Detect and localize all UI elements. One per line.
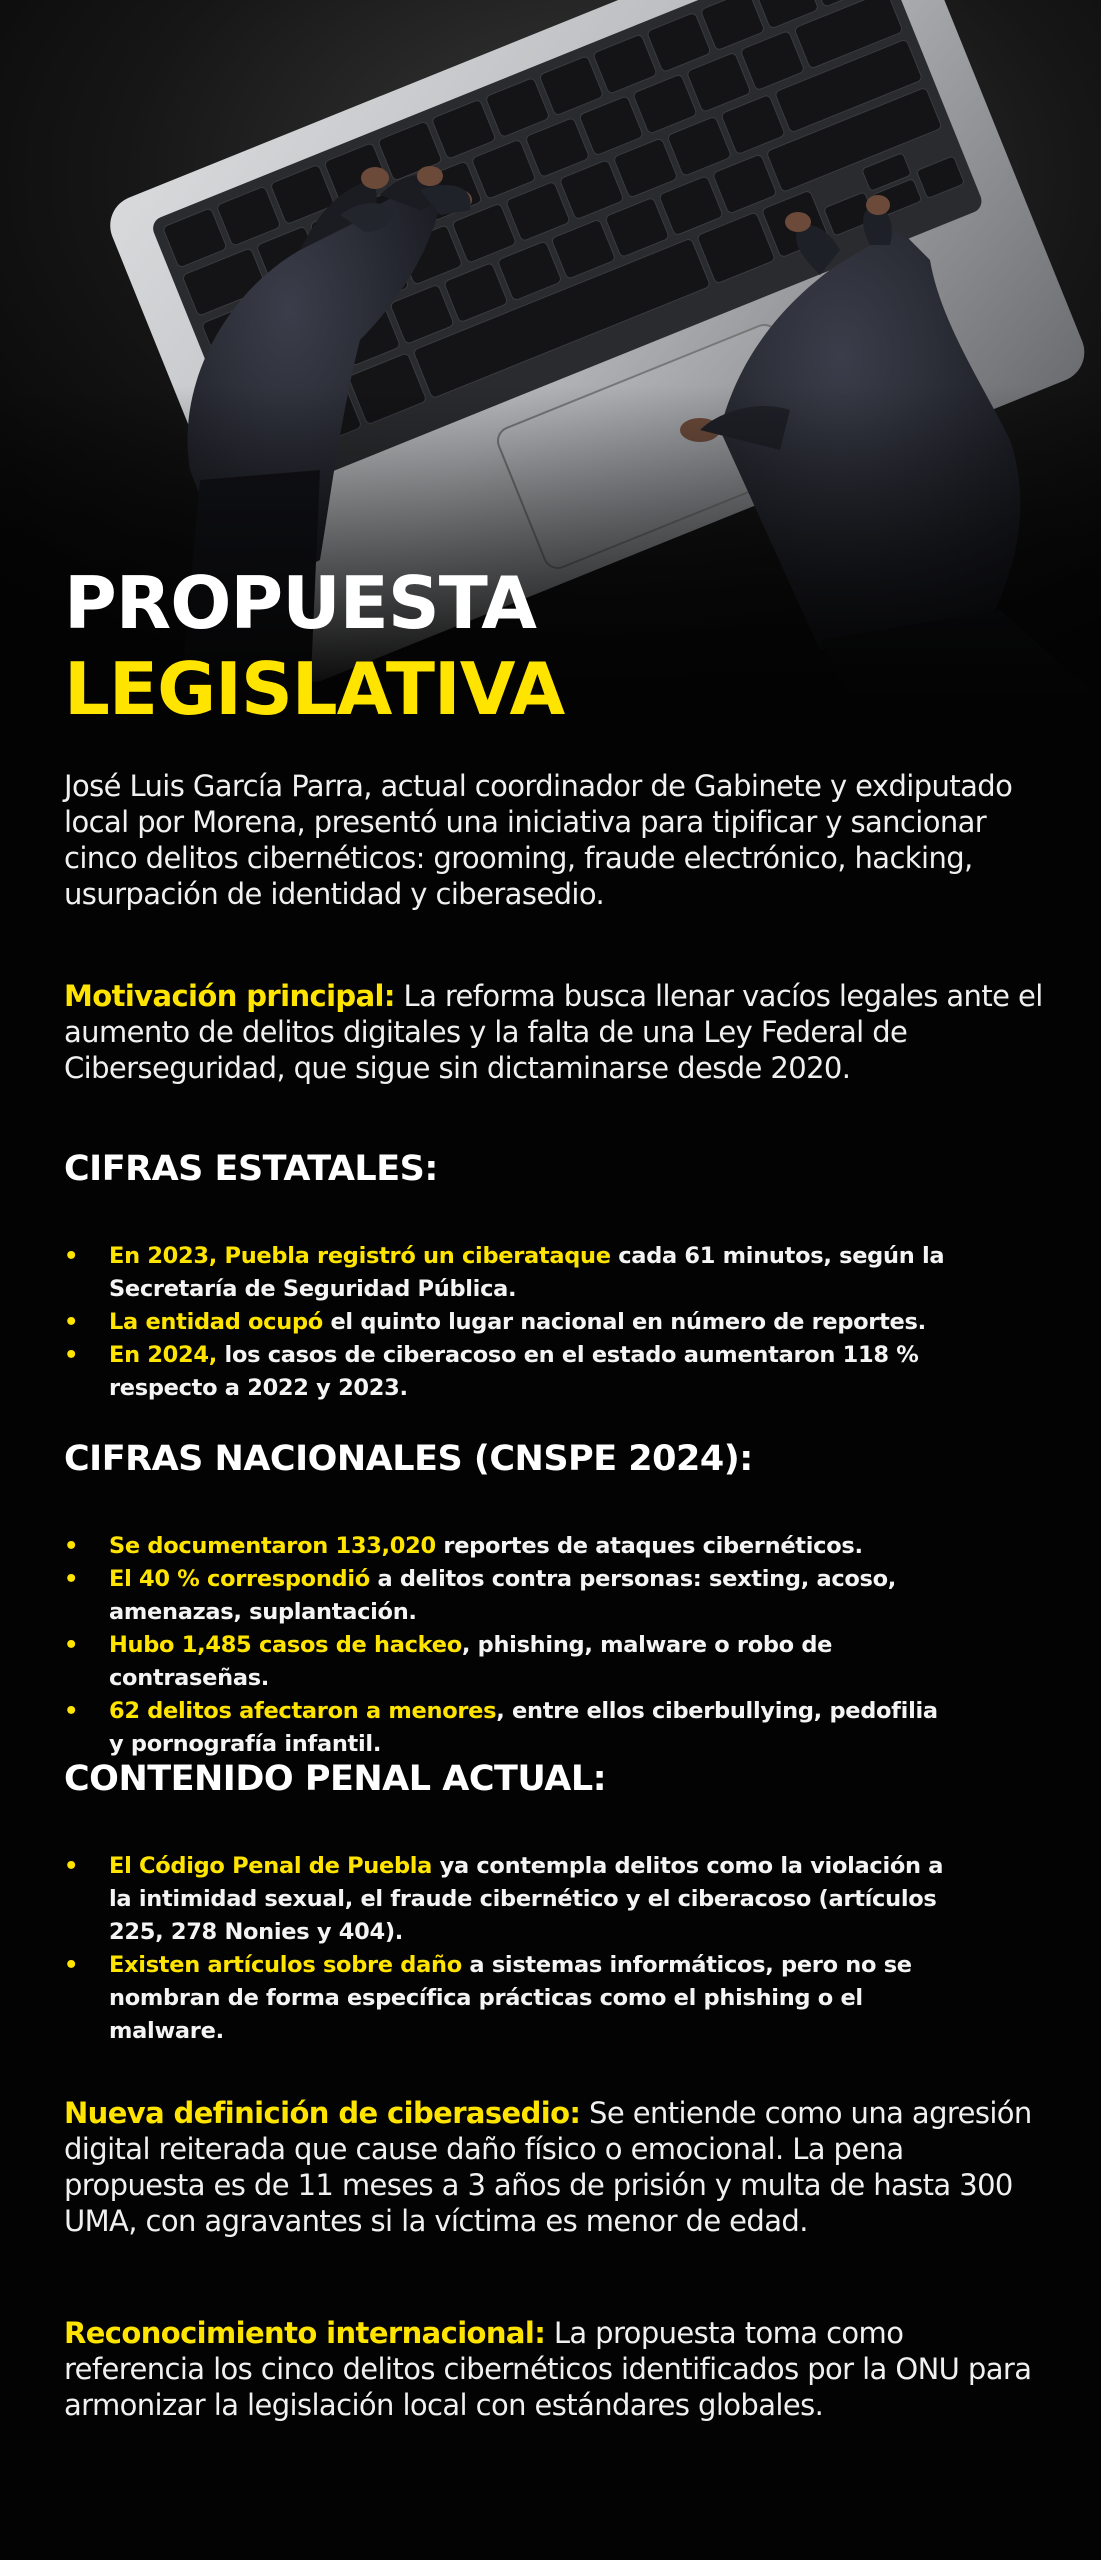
item-text: cada 61 minutos, según la Secretaría de Seguridad Pública. — [109, 1243, 945, 1302]
list-item — [64, 1563, 949, 1629]
motivation-paragraph — [64, 978, 1044, 1086]
title-line-1: PROPUESTA — [64, 561, 536, 645]
state-figures-heading: CIFRAS ESTATALES: — [64, 1149, 438, 1189]
item-highlight: En 2024, — [109, 1342, 217, 1368]
penal-content-section — [64, 1758, 1044, 2048]
international-recognition — [64, 2315, 1044, 2423]
cyberharassment-text: Se entiende como una agresión digital reiterada que cause daño físico o emocional. La pena propuesta es de 11 meses a 3 años de prisión y multa de hasta 300 UMA, con agravantes si la víctima es menor de edad. — [64, 2096, 1032, 2238]
recognition-text: La propuesta toma como referencia los cinco delitos cibernéticos identificados por la ONU para armonizar la legislación local con estándares globales. — [64, 2316, 1032, 2422]
national-figures-list — [64, 1530, 1044, 1761]
list-item — [64, 1949, 949, 2048]
list-item — [64, 1850, 949, 1949]
item-highlight: Existen artículos sobre daño — [109, 1952, 462, 1978]
item-highlight: En 2023, Puebla registró un ciberataque — [109, 1243, 611, 1269]
title-line-2: LEGISLATIVA — [64, 647, 565, 731]
national-figures-heading: CIFRAS NACIONALES (CNSPE 2024): — [64, 1439, 753, 1479]
list-item — [64, 1339, 949, 1405]
item-text: ya contempla delitos como la violación a la intimidad sexual, el fraude cibernético y el ciberacoso (artículos 225, 278 Nonies y 404). — [109, 1853, 944, 1945]
item-highlight: Hubo 1,485 casos de hackeo — [109, 1632, 462, 1658]
cyberharassment-definition — [64, 2095, 1044, 2239]
item-text: los casos de ciberacoso en el estado aumentaron 118 % respecto a 2022 y 2023. — [109, 1342, 919, 1401]
recognition-label: Reconocimiento internacional: — [64, 2316, 546, 2350]
item-text: , phishing, malware o robo de contraseñas. — [109, 1632, 833, 1691]
bullet-icon: • — [64, 1698, 79, 1724]
bullet-icon: • — [64, 1309, 79, 1335]
list-item — [64, 1240, 949, 1306]
list-item — [64, 1629, 949, 1695]
intro-text: José Luis García Parra, actual coordinador de Gabinete y exdiputado local por Morena, presentó una iniciativa para tipificar y sancionar cinco delitos cibernéticos: grooming, fraude electrónico, hacking, usurpación de identidad y ciberasedio. — [64, 769, 1013, 911]
bullet-icon: • — [64, 1632, 79, 1658]
bullet-icon: • — [64, 1952, 79, 1978]
page-title — [64, 560, 1044, 732]
list-item — [64, 1306, 949, 1339]
motivation-text: La reforma busca llenar vacíos legales ante el aumento de delitos digitales y la falta de una Ley Federal de Ciberseguridad, que sigue sin dictaminarse desde 2020. — [64, 979, 1043, 1085]
bullet-icon: • — [64, 1853, 79, 1879]
state-figures-section — [64, 1148, 1044, 1405]
national-figures-section — [64, 1438, 1044, 1761]
item-highlight: La entidad ocupó — [109, 1309, 323, 1335]
item-highlight: Se documentaron 133,020 — [109, 1533, 436, 1559]
penal-content-list — [64, 1850, 1044, 2048]
item-highlight: 62 delitos afectaron a menores — [109, 1698, 497, 1724]
item-text: a delitos contra personas: sexting, acoso, amenazas, suplantación. — [109, 1566, 897, 1625]
list-item — [64, 1695, 949, 1761]
bullet-icon: • — [64, 1566, 79, 1592]
bullet-icon: • — [64, 1342, 79, 1368]
item-text: el quinto lugar nacional en número de reportes. — [322, 1309, 926, 1335]
article-content — [64, 560, 1044, 2422]
motivation-label: Motivación principal: — [64, 979, 395, 1013]
intro-paragraph — [64, 768, 1044, 912]
item-text: , entre ellos ciberbullying, pedofilia y pornografía infantil. — [109, 1698, 938, 1757]
cyberharassment-label: Nueva definición de ciberasedio: — [64, 2096, 581, 2130]
item-highlight: El Código Penal de Puebla — [109, 1853, 433, 1879]
item-text: a sistemas informáticos, pero no se nombran de forma específica prácticas como el phishing o el malware. — [109, 1952, 912, 2044]
bullet-icon: • — [64, 1243, 79, 1269]
item-text: reportes de ataques cibernéticos. — [435, 1533, 863, 1559]
item-highlight: El 40 % correspondió — [109, 1566, 370, 1592]
penal-content-heading: CONTENIDO PENAL ACTUAL: — [64, 1759, 607, 1799]
state-figures-list — [64, 1240, 1044, 1405]
bullet-icon: • — [64, 1533, 79, 1559]
list-item — [64, 1530, 949, 1563]
